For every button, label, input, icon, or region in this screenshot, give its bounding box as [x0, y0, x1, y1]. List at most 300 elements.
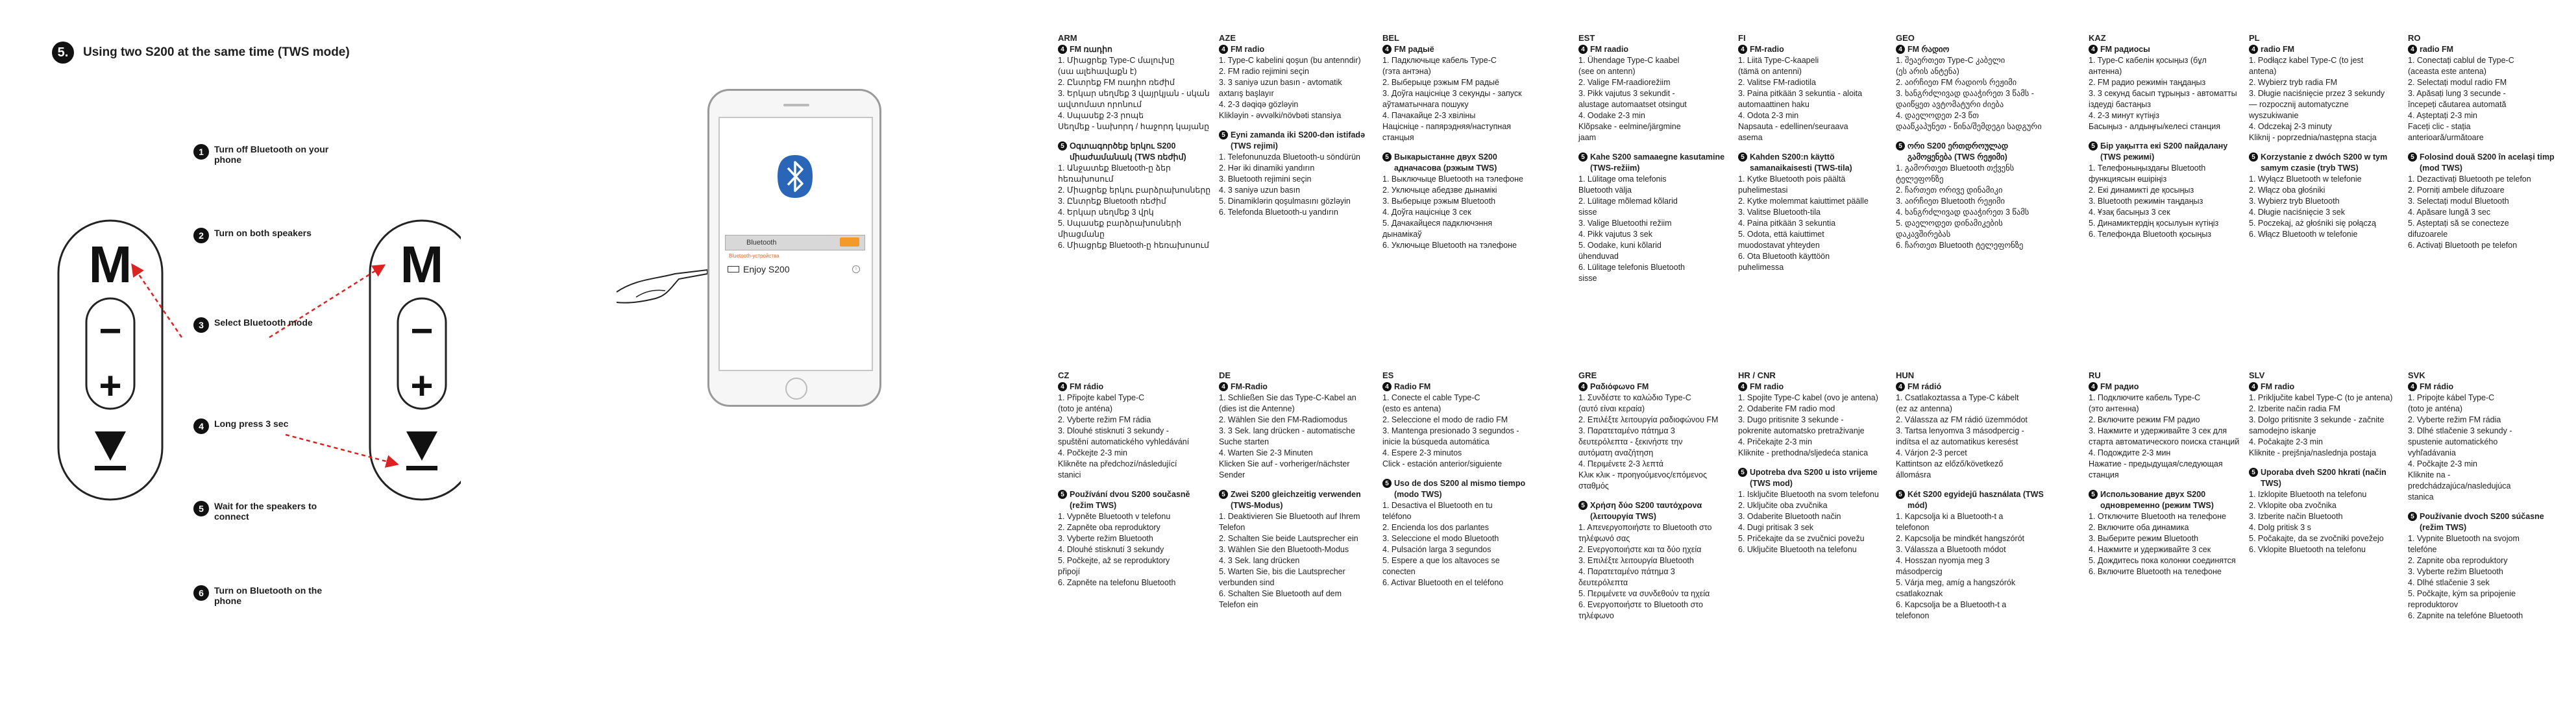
- instruction-line: 3. Παρατεταμένο πάτημα 3: [1578, 426, 1675, 435]
- instruction-line: 2. Միացրեք երկու բարձրախոսները: [1058, 186, 1211, 195]
- instruction-line: 2. Lülitage mõlemad kõlarid: [1578, 197, 1678, 206]
- instruction-line: 4. Długie naciśnięcie 3 sek: [2249, 208, 2345, 217]
- language-block: [1738, 32, 1894, 273]
- fm-radio-heading: 4 Ραδιόφωνο FM: [1578, 381, 1734, 393]
- tws-heading: 5 Eyni zamanda iki S200-dən istifadə (TWS rejimi): [1219, 130, 1375, 152]
- instruction-line: 3. Երկար սեղմեք 3 վայրկյան - սկան: [1058, 89, 1210, 98]
- fm-radio-heading: 4 FM радиосы: [2089, 44, 2244, 55]
- instruction-line: Suche starten: [1219, 437, 1270, 446]
- language-code: HR / CNR: [1738, 370, 1776, 380]
- instruction-line: Klõpsake - eelmine/järgmine: [1578, 122, 1681, 131]
- instruction-line: 3. Dlhé stlačenie 3 sekundy -: [2408, 426, 2512, 435]
- instruction-line: 4. Dlouhé stisknutí 3 sekundy: [1058, 545, 1164, 554]
- instruction-line: 3. Vyberte režim Bluetooth: [1058, 534, 1153, 543]
- instruction-line: 2. Kytke molemmat kaiuttimet päälle: [1738, 197, 1869, 206]
- instruction-line: 2. Выберыце рэжым FM радыё: [1382, 78, 1499, 87]
- instruction-line: Klikləyin - əvvəlki/növbəti stansiya: [1219, 111, 1342, 120]
- language-code: GRE: [1578, 370, 1597, 380]
- instruction-line: predchádzajúca/nasledujúca: [2408, 481, 2511, 490]
- instruction-line: 2. Valige FM-raadiorežiim: [1578, 78, 1671, 87]
- instruction-line: 3. Выберыце рэжым Bluetooth: [1382, 197, 1496, 206]
- step-number: 5: [1219, 130, 1228, 139]
- instruction-line: 4. Dlhé stlačenie 3 sek: [2408, 578, 2490, 587]
- tws-heading: 5 Upotreba dva S200 u isto vrijeme (TWS mod): [1738, 467, 1894, 489]
- instruction-line: 1. Telefonunuzda Bluetooth-u söndürün: [1219, 152, 1360, 162]
- step-number: 5: [1219, 490, 1228, 499]
- plus-icon: +: [99, 364, 122, 407]
- instruction-line: 1. Isključite Bluetooth na svom telefonu: [1738, 490, 1879, 499]
- instruction-line: 2. ჩართეთ ორივე დინამიკი: [1896, 186, 2003, 195]
- step-text: Turn off Bluetooth on your phone: [214, 144, 329, 165]
- fm-radio-heading: 4 FM радио: [2089, 381, 2244, 393]
- instruction-line: 1. Spojite Type-C kabel (ovo je antena): [1738, 393, 1878, 402]
- instruction-line: 1. Dezactivați Bluetooth pe telefon: [2408, 175, 2531, 184]
- step-number: 1: [193, 144, 209, 160]
- step-number: 4: [1219, 45, 1228, 54]
- instruction-line: difuzoarele: [2408, 230, 2448, 239]
- instruction-line: 2. Włącz oba głośniki: [2249, 186, 2325, 195]
- instruction-line: 4. Počkajte 2-3 min: [2408, 459, 2477, 468]
- instruction-line: 2. Izberite način radia FM: [2249, 404, 2341, 413]
- instruction-line: 6. Schalten Sie Bluetooth auf dem: [1219, 589, 1342, 598]
- instruction-line: δευτερόλεπτα - ξεκινήστε την: [1578, 437, 1683, 446]
- language-block: [1058, 32, 1214, 251]
- language-code: GEO: [1896, 33, 1915, 43]
- device-name: Enjoy S200: [743, 264, 790, 274]
- instruction-line: 1. Schließen Sie das Type-C-Kabel an: [1219, 393, 1356, 402]
- step-number: 4: [1058, 382, 1067, 391]
- language-block: [1578, 370, 1734, 622]
- tws-heading: 5 Օգտագործեք երկու S200 միաժամանակ (TWS ռեժիմ): [1058, 141, 1214, 163]
- instruction-line: 3. Długie naciśnięcie przez 3 sekundy: [2249, 89, 2385, 98]
- instruction-line: 5. Dinamiklərin qoşulmasını gözləyin: [1219, 197, 1351, 206]
- step-number: 5: [2408, 512, 2417, 521]
- fm-radio-heading: 4 Radio FM: [1382, 381, 1538, 393]
- language-block: [1382, 370, 1538, 588]
- instruction-line: 3. Apăsați lung 3 secunde -: [2408, 89, 2506, 98]
- instruction-line: csatlakoznak: [1896, 589, 1943, 598]
- step-number: 5: [1896, 490, 1905, 499]
- instruction-line: 3. ხანგრძლივად დააჭირეთ 3 წამს -: [1896, 89, 2034, 98]
- instruction-line: 3. Ընտրեք Bluetooth ռեժիմ: [1058, 197, 1166, 206]
- tws-heading: 5 Két S200 egyidejű használata (TWS mód): [1896, 489, 2052, 511]
- instruction-line: 6. Włącz Bluetooth w telefonie: [2249, 230, 2358, 239]
- instruction-line: 5. Oodake, kuni kõlarid: [1578, 241, 1662, 250]
- instruction-line: 4. Așteptați 2-3 min: [2408, 111, 2478, 120]
- instruction-line: 6. Միացրեք Bluetooth-ը հեռախոսում: [1058, 241, 1209, 250]
- instruction-line: připojí: [1058, 567, 1081, 576]
- instruction-line: 6. Activați Bluetooth pe telefon: [2408, 241, 2518, 250]
- instruction-line: 6. Включите Bluetooth на телефоне: [2089, 567, 2222, 576]
- instruction-line: 5. Warten Sie, bis die Lautsprecher: [1219, 567, 1345, 576]
- instruction-line: Басыңыз - алдыңғы/келесі станция: [2089, 122, 2221, 131]
- instruction-line: 4. Dolg pritisk 3 s: [2249, 523, 2311, 532]
- instruction-line: 5. Espere a que los altavoces se: [1382, 556, 1500, 565]
- instruction-line: anterioară/următoare: [2408, 133, 2484, 142]
- instruction-line: 2. Válassza az FM rádió üzemmódot: [1896, 415, 2028, 424]
- step-text: Wait for the speakers to connect: [214, 501, 317, 522]
- language-block: [1219, 370, 1375, 611]
- step-number: 5: [2408, 152, 2417, 162]
- step-number: 4: [2408, 382, 2417, 391]
- instruction-line: σταθμός: [1578, 481, 1609, 490]
- instruction-line: 4. Apăsare lungă 3 sec: [2408, 208, 2491, 217]
- language-block: [1382, 32, 1538, 251]
- instruction-line: 1. Падключыце кабель Type-C: [1382, 56, 1497, 65]
- instruction-line: 3. Dugo pritisnite 3 sekunde -: [1738, 415, 1844, 424]
- mode-icon: M: [88, 236, 132, 293]
- instruction-line: 5. Odota, että kaiuttimet: [1738, 230, 1824, 239]
- instruction-line: дынамікаў: [1382, 230, 1422, 239]
- instruction-line: puhelimessa: [1738, 263, 1784, 272]
- instruction-line: станцыя: [1382, 133, 1414, 142]
- step-number: 5: [1578, 501, 1588, 510]
- instruction-line: τηλέφωνο: [1578, 611, 1614, 620]
- instruction-line: 1. Απενεργοποιήστε το Bluetooth στο: [1578, 523, 1712, 532]
- instruction-line: Napsauta - edellinen/seuraava: [1738, 122, 1848, 131]
- instruction-line: 2. Kapcsolja be mindkét hangszórót: [1896, 534, 2025, 543]
- step-1: [193, 144, 343, 165]
- instruction-line: 1. Անջատեք Bluetooth-ը ձեր: [1058, 163, 1171, 173]
- instruction-line: sisse: [1578, 274, 1597, 283]
- instruction-line: 6. ჩართეთ Bluetooth ტელეფონზე: [1896, 241, 2024, 250]
- instruction-line: 1. Телефоныңыздағы Bluetooth: [2089, 163, 2206, 173]
- instruction-line: indítsa el az automatikus keresést: [1896, 437, 2018, 446]
- language-block: [2408, 370, 2564, 622]
- instruction-line: 1. Liitä Type-C-kaapeli: [1738, 56, 1819, 65]
- instruction-line: станция: [2089, 470, 2119, 479]
- instruction-line: 4. Παρατεταμένο πάτημα 3: [1578, 567, 1675, 576]
- speaker-device-icon: [728, 266, 739, 272]
- tws-heading: 5 Χρήση δύο S200 ταυτόχρονα (λειτουργία TWS): [1578, 500, 1734, 522]
- instruction-line: 1. Подключите кабель Type-C: [2089, 393, 2201, 402]
- instruction-line: 6. Zapněte na telefonu Bluetooth: [1058, 578, 1176, 587]
- instruction-line: (dies ist die Antenne): [1219, 404, 1295, 413]
- step-number: 4: [1738, 45, 1747, 54]
- language-block: [1896, 370, 2052, 622]
- step-number: 5: [1578, 152, 1588, 162]
- tws-heading: 5 Uso de dos S200 al mismo tiempo (modo TWS): [1382, 478, 1538, 500]
- instruction-line: (aceasta este antena): [2408, 67, 2486, 76]
- instruction-line: 3. Paina pitkään 3 sekuntia - aloita: [1738, 89, 1863, 98]
- instruction-line: 1. Type-C кабелін қосыңыз (бұл: [2089, 56, 2207, 65]
- instruction-line: ühenduvad: [1578, 252, 1619, 261]
- instruction-line: spuštění automatického vyhledávání: [1058, 437, 1190, 446]
- instruction-line: axtarış başlayır: [1219, 89, 1274, 98]
- instruction-line: 2. Vyberte režim FM rádia: [1058, 415, 1151, 424]
- instruction-line: reproduktorov: [2408, 600, 2459, 609]
- step-number: 4: [2408, 45, 2417, 54]
- instruction-line: stanica: [2408, 492, 2434, 502]
- device-list-item[interactable]: [725, 263, 864, 275]
- language-code: SVK: [2408, 370, 2425, 380]
- step-number: 5: [1738, 468, 1747, 477]
- instruction-line: 5. Дачакайцеся падключэння: [1382, 219, 1493, 228]
- language-code: SLV: [2249, 370, 2265, 380]
- instruction-line: 2. Valitse FM-radiotila: [1738, 78, 1816, 87]
- home-button: [785, 378, 807, 400]
- instruction-line: 2. Schalten Sie beide Lautsprecher ein: [1219, 534, 1358, 543]
- instruction-line: 2. Επιλέξτε λειτουργία ραδιοφώνου FM: [1578, 415, 1719, 424]
- instruction-line: антенна): [2089, 67, 2122, 76]
- instruction-line: Kliknij - poprzednia/następna stacja: [2249, 133, 2377, 142]
- instruction-line: 4. Περιμένετε 2-3 λεπτά: [1578, 459, 1663, 468]
- step-number: 5: [2249, 468, 2258, 477]
- instruction-line: 3. Нажмите и удерживайте 3 сек для: [2089, 426, 2227, 435]
- bluetooth-label: Bluetooth: [746, 239, 777, 247]
- instruction-line: Kliknite na -: [2408, 470, 2451, 479]
- fm-radio-heading: 4 FM რადიო: [1896, 44, 2052, 55]
- instruction-line: 3. Доўга націсніце 3 секунды - запуск: [1382, 89, 1522, 98]
- instruction-line: samodejno iskanje: [2249, 426, 2316, 435]
- instruction-line: 2. Encienda los dos parlantes: [1382, 523, 1489, 532]
- instruction-line: 3. 3 Sek. lang drücken - automatische: [1219, 426, 1355, 435]
- instruction-line: 2. Seleccione el modo de radio FM: [1382, 415, 1508, 424]
- instruction-line: 5. Počkejte, až se reproduktory: [1058, 556, 1170, 565]
- tws-heading: 5 Uporaba dveh S200 hkrati (način TWS): [2249, 467, 2405, 489]
- instruction-line: (esto es antena): [1382, 404, 1441, 413]
- instruction-line: 4. Нажмите и удерживайте 3 сек: [2089, 545, 2211, 554]
- fm-radio-heading: 4 FM ռադիո: [1058, 44, 1214, 55]
- step-number: 3: [193, 317, 209, 333]
- instruction-line: 2. Zapněte oba reproduktory: [1058, 523, 1160, 532]
- instruction-line: დაიწყეთ ავტომატური ძიება: [1896, 100, 2004, 109]
- instruction-line: 2. Vklopite oba zvočnika: [2249, 501, 2337, 510]
- instruction-line: 4. Várjon 2-3 percet: [1896, 448, 1967, 457]
- minus-icon: −: [410, 309, 434, 352]
- instruction-line: 1. Vypnite Bluetooth na svojom: [2408, 534, 2520, 543]
- instruction-line: 5. Περιμένετε να συνδεθούν τα ηχεία: [1578, 589, 1710, 598]
- step-number: 5: [2089, 141, 2098, 151]
- language-block: [2408, 32, 2564, 251]
- bluetooth-toggle-row[interactable]: [725, 235, 865, 250]
- instruction-line: 3. აირჩიეთ Bluetooth რეჟიმი: [1896, 197, 2006, 206]
- tws-heading: 5 Používanie dvoch S200 súčasne (režim TWS): [2408, 511, 2564, 533]
- instruction-line: 3. Επιλέξτε λειτουργία Bluetooth: [1578, 556, 1694, 565]
- step-number: 4: [193, 418, 209, 434]
- instruction-line: 3. Wählen Sie den Bluetooth-Modus: [1219, 545, 1349, 554]
- instruction-line: 1. Izklopite Bluetooth na telefonu: [2249, 490, 2367, 499]
- instruction-line: 6. Vklopite Bluetooth na telefonu: [2249, 545, 2366, 554]
- instruction-line: ավտոմատ որոնում: [1058, 100, 1142, 109]
- instruction-line: 4. დაელოდეთ 2-3 წთ: [1896, 111, 1980, 120]
- instruction-line: დაკავშირებას: [1896, 230, 1951, 239]
- instruction-line: 3. Valige Bluetoothi režiim: [1578, 219, 1672, 228]
- instruction-line: 4. Пачакайце 2-3 хвіліны: [1382, 111, 1476, 120]
- instruction-line: (toto je anténa): [2408, 404, 2463, 413]
- step-number: 4: [1382, 45, 1392, 54]
- instruction-line: 5. დაელოდეთ დინამიკების: [1896, 219, 2003, 228]
- tws-heading: 5 Выкарыстанне двух S200 адначасова (рэжым TWS): [1382, 152, 1538, 174]
- minus-icon: −: [99, 309, 122, 352]
- instruction-line: Click - estación anterior/siguiente: [1382, 459, 1503, 468]
- step-number: 5: [1058, 490, 1067, 499]
- instruction-line: (see on antenn): [1578, 67, 1636, 76]
- info-icon[interactable]: i: [852, 265, 860, 273]
- instruction-line: 4. Dugi pritisak 3 sek: [1738, 523, 1814, 532]
- step-number: 4: [1738, 382, 1747, 391]
- instruction-line: 1. Podłącz kabel Type-C (to jest: [2249, 56, 2364, 65]
- language-code: RO: [2408, 33, 2421, 43]
- instruction-line: 1. Conecte el cable Type-C: [1382, 393, 1480, 402]
- instruction-line: Faceți clic - stația: [2408, 122, 2471, 131]
- language-code: RU: [2089, 370, 2101, 380]
- instruction-line: іздеуді бастаңыз: [2089, 100, 2151, 109]
- phone-earpiece: [783, 104, 809, 106]
- instruction-line: 1. Միացրեք Type-C մալուխը: [1058, 56, 1175, 65]
- instruction-line: 4. ხანგრძლივად დააჭირეთ 3 წამს: [1896, 208, 2030, 217]
- instruction-line: Klikněte na předchozí/následující: [1058, 459, 1177, 468]
- instruction-line: 2. Включите режим FM радио: [2089, 415, 2200, 424]
- instruction-line: 2. Uključite oba zvučnika: [1738, 501, 1828, 510]
- instruction-line: (ez az antenna): [1896, 404, 1952, 413]
- language-code: BEL: [1382, 33, 1399, 43]
- instruction-line: (tämä on antenni): [1738, 67, 1802, 76]
- fm-radio-heading: 4 FM-Radio: [1219, 381, 1375, 393]
- instruction-line: inicie la búsqueda automática: [1382, 437, 1490, 446]
- section-heading: [52, 42, 350, 64]
- tws-heading: 5 Používání dvou S200 současně (režim TWS): [1058, 489, 1214, 511]
- instruction-line: — rozpocznij automatyczne: [2249, 100, 2349, 109]
- step-number: 5: [1382, 152, 1392, 162]
- instruction-line: 6. Ota Bluetooth käyttöön: [1738, 252, 1830, 261]
- step-number: 5: [1058, 141, 1067, 151]
- instruction-line: 1. Выключыце Bluetooth на тэлефоне: [1382, 175, 1523, 184]
- language-block: [1219, 32, 1375, 218]
- instruction-line: 2. Porniți ambele difuzoare: [2408, 186, 2505, 195]
- instruction-line: 4. Počakajte 2-3 min: [2249, 437, 2323, 446]
- step-3: [193, 317, 343, 333]
- step-number: 4: [1058, 45, 1067, 54]
- instruction-line: alustage automaatset otsingut: [1578, 100, 1687, 109]
- instruction-line: 1. გამორთეთ Bluetooth თქვენს: [1896, 163, 2015, 173]
- instruction-line: 2. Odaberite FM radio mod: [1738, 404, 1835, 413]
- instruction-line: (αυτό είναι κεραία): [1578, 404, 1645, 413]
- instruction-line: 2. Wybierz tryb radia FM: [2249, 78, 2338, 87]
- step-number: 4: [2249, 45, 2258, 54]
- language-code: EST: [1578, 33, 1595, 43]
- instruction-line: pokrenite automatsko pretraživanje: [1738, 426, 1865, 435]
- instruction-line: (гэта антэна): [1382, 67, 1431, 76]
- instruction-line: 6. Уключыце Bluetooth на тэлефоне: [1382, 241, 1517, 250]
- language-block: [1896, 32, 2052, 251]
- instruction-line: 1. Deaktivieren Sie Bluetooth auf Ihrem: [1219, 512, 1360, 521]
- fm-radio-heading: 4 FM радыё: [1382, 44, 1538, 55]
- instruction-line: Націсніце - папярэдняя/наступная: [1382, 122, 1512, 131]
- instruction-line: 3. Válassza a Bluetooth módot: [1896, 545, 2006, 554]
- instruction-line: 4. Երկար սեղմեք 3 վրկ: [1058, 208, 1154, 217]
- instruction-line: automaattinen haku: [1738, 100, 1809, 109]
- instruction-line: antena): [2249, 67, 2277, 76]
- instruction-line: 2. Ընտրեք FM ռադիո ռեժիմ: [1058, 78, 1175, 87]
- instruction-line: 5. Poczekaj, aż głośniki się połączą: [2249, 219, 2376, 228]
- instruction-line: функциясын өшіріңіз: [2089, 175, 2167, 184]
- mode-icon: M: [400, 236, 444, 293]
- step-text: Select Bluetooth mode: [214, 317, 313, 328]
- instruction-line: începeți căutarea automată: [2408, 100, 2507, 109]
- instruction-line: spustenie automatického: [2408, 437, 2498, 446]
- instruction-line: wyszukiwanie: [2249, 111, 2299, 120]
- instruction-line: asema: [1738, 133, 1763, 142]
- fm-radio-heading: 4 FM-radio: [1738, 44, 1894, 55]
- instruction-line: 4. Pričekajte 2-3 min: [1738, 437, 1812, 446]
- instruction-line: Klicken Sie auf - vorheriger/nächster: [1219, 459, 1350, 468]
- instruction-line: 5. Սպասեք բարձրախոսների միացմանը: [1058, 219, 1182, 239]
- fm-radio-heading: 4 FM radio: [1738, 381, 1894, 393]
- instruction-line: 2. Hər iki dinamiki yandırın: [1219, 163, 1315, 173]
- tws-heading: 5 Использование двух S200 одновременно (режим TWS): [2089, 489, 2244, 511]
- fm-radio-heading: 4 FM raadio: [1578, 44, 1734, 55]
- instruction-line: 1. Lülitage oma telefonis: [1578, 175, 1667, 184]
- language-block: [2089, 370, 2244, 577]
- instruction-line: teléfono: [1382, 512, 1412, 521]
- instruction-line: 4. Подождите 2-3 мин: [2089, 448, 2171, 457]
- step-number: 4: [1896, 382, 1905, 391]
- instruction-line: 1. Kapcsolja ki a Bluetooth-t a: [1896, 512, 2004, 521]
- step-text: Turn on Bluetooth on the phone: [214, 585, 323, 606]
- language-code: CZ: [1058, 370, 1070, 380]
- language-code: ES: [1382, 370, 1394, 380]
- instruction-line: telefóne: [2408, 545, 2437, 554]
- step-text: Turn on both speakers: [214, 228, 312, 238]
- instruction-line: 3. Tartsa lenyomva 3 másodpercig -: [1896, 426, 2024, 435]
- instruction-line: 4. Paina pitkään 3 sekuntia: [1738, 219, 1836, 228]
- phone-screen: [718, 117, 873, 371]
- instruction-line: 4. Espere 2-3 minutos: [1382, 448, 1462, 457]
- instruction-line: 5. Počakajte, da se zvočniki povežejo: [2249, 534, 2384, 543]
- instruction-line: 2. Selectați modul radio FM: [2408, 78, 2507, 87]
- instruction-line: аўтаматычнага пошуку: [1382, 100, 1469, 109]
- instruction-line: Telefon: [1219, 523, 1245, 532]
- tws-heading: 5 Kahe S200 samaaegne kasutamine (TWS-režiim): [1578, 152, 1734, 174]
- step-number: 5: [2249, 152, 2258, 162]
- fm-radio-heading: 4 FM radio: [1219, 44, 1375, 55]
- step-number: 2: [193, 228, 209, 243]
- instruction-line: 4. Počkejte 2-3 min: [1058, 448, 1127, 457]
- instruction-line: 3. Vyberte režim Bluetooth: [2408, 567, 2503, 576]
- step-text: Long press 3 sec: [214, 418, 289, 429]
- instruction-line: 3. Mantenga presionado 3 segundos -: [1382, 426, 1519, 435]
- section-title: Using two S200 at the same time (TWS mode): [83, 45, 350, 59]
- instruction-line: Нажатие - предыдущая/следующая: [2089, 459, 2223, 468]
- instruction-line: 3. 3 saniyə uzun basın - avtomatik: [1219, 78, 1342, 87]
- language-code: PL: [2249, 33, 2260, 43]
- instruction-line: 2. FM radio rejimini seçin: [1219, 67, 1309, 76]
- instruction-line: 5. Așteptați să se conecteze: [2408, 219, 2509, 228]
- instruction-line: 3. Bluetooth rejimini seçin: [1219, 175, 1312, 184]
- instruction-line: telefonon: [1896, 611, 1930, 620]
- instruction-line: Telefon ein: [1219, 600, 1258, 609]
- instruction-line: 3. Odaberite Bluetooth način: [1738, 512, 1841, 521]
- instruction-line: 4. 3 saniyə uzun basın: [1219, 186, 1301, 195]
- instruction-line: verbunden sind: [1219, 578, 1275, 587]
- right-speaker: [370, 221, 461, 500]
- step-number: 4: [1219, 382, 1228, 391]
- phone-mockup: [707, 89, 881, 407]
- instruction-line: 2. FM радио режимін таңдаңыз: [2089, 78, 2206, 87]
- bluetooth-switch[interactable]: [840, 237, 859, 247]
- instruction-line: 1. Отключите Bluetooth на телефоне: [2089, 512, 2226, 521]
- instruction-line: állomásra: [1896, 470, 1932, 479]
- step-6: [193, 585, 343, 606]
- instruction-line: (toto je anténa): [1058, 404, 1113, 413]
- instruction-line: 4. Warten Sie 2-3 Minuten: [1219, 448, 1313, 457]
- step-number: 5: [1382, 479, 1392, 488]
- instruction-line: 1. Wyłącz Bluetooth w telefonie: [2249, 175, 2362, 184]
- instruction-line: 3. Pikk vajutus 3 sekundit -: [1578, 89, 1675, 98]
- instruction-line: 3. Izberite način Bluetooth: [2249, 512, 2343, 521]
- instruction-line: 2. Vyberte režim FM rádia: [2408, 415, 2501, 424]
